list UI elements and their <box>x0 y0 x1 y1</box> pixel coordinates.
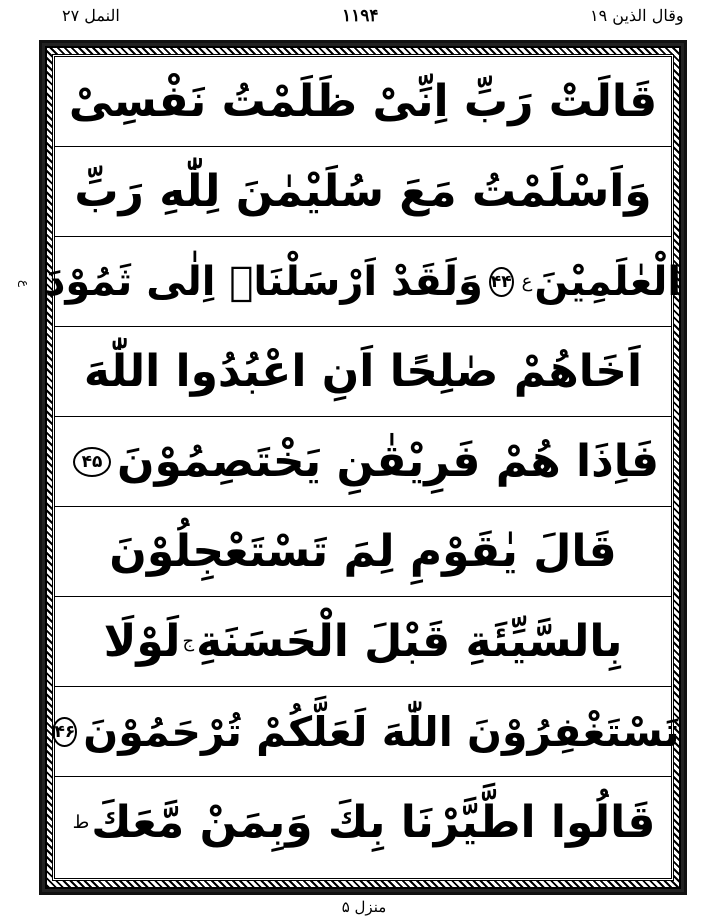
verse-line <box>55 507 671 597</box>
page-header <box>0 6 728 34</box>
ayah-number-marker: ۴۴ <box>489 267 514 297</box>
verse-line <box>55 147 671 237</box>
verse-line <box>55 327 671 417</box>
verse-text: وَلَقَدْ اَرْسَلْنَاۤ اِلٰی ثَمُوْدَ <box>44 258 483 305</box>
verse-line <box>55 777 671 867</box>
ruku-mark: ع <box>521 271 533 292</box>
verse-text: قَالَتْ رَبِّ اِنِّیْ ظَلَمْتُ نَفْسِیْ <box>68 76 658 127</box>
surah-header: النمل ۲۷ <box>62 6 120 25</box>
pause-mark: ج <box>182 631 195 652</box>
verse-text: الْعٰلَمِیْنَ <box>534 258 682 305</box>
verse-text: فَاِذَا هُمْ فَرِیْقٰنِ یَخْتَصِمُوْنَ <box>116 436 660 487</box>
pause-mark: ط <box>72 811 90 833</box>
verse-text: تَسْتَغْفِرُوْنَ اللّٰهَ لَعَلَّكُمْ تُرْحَمُوْنَ <box>83 707 680 756</box>
verse-text: وَاَسْلَمْتُ مَعَ سُلَیْمٰنَ لِلّٰهِ رَبِّ <box>74 166 652 217</box>
verse-text: قَالُوا اطَّیَّرْنَا بِكَ وَبِمَنْ مَّعَكَ <box>91 796 656 848</box>
ruku-side-mark: ع <box>18 280 32 288</box>
verse-line <box>55 597 671 687</box>
manzil-footer: منزل ۵ <box>341 898 387 916</box>
verse-line <box>55 57 671 147</box>
text-frame <box>44 54 682 881</box>
verse-line <box>44 237 682 327</box>
juz-header: وقال الذين ۱۹ <box>590 6 684 25</box>
ayah-number-marker: ۴۵ <box>73 447 111 477</box>
verse-text: بِالسَّیِّئَةِ قَبْلَ الْحَسَنَةِ <box>196 616 623 667</box>
verse-text: قَالَ یٰقَوْمِ لِمَ تَسْتَعْجِلُوْنَ <box>109 526 617 577</box>
page-number: ۱۱۹۴ <box>342 6 379 26</box>
verse-text: اَخَاهُمْ صٰلِحًا اَنِ اعْبُدُوا اللّٰهَ <box>83 346 643 397</box>
verse-line <box>54 687 680 777</box>
ayah-number-marker: ۴۶ <box>52 717 77 747</box>
verse-line <box>55 417 671 507</box>
verse-text: لَوْلَا <box>103 616 181 667</box>
